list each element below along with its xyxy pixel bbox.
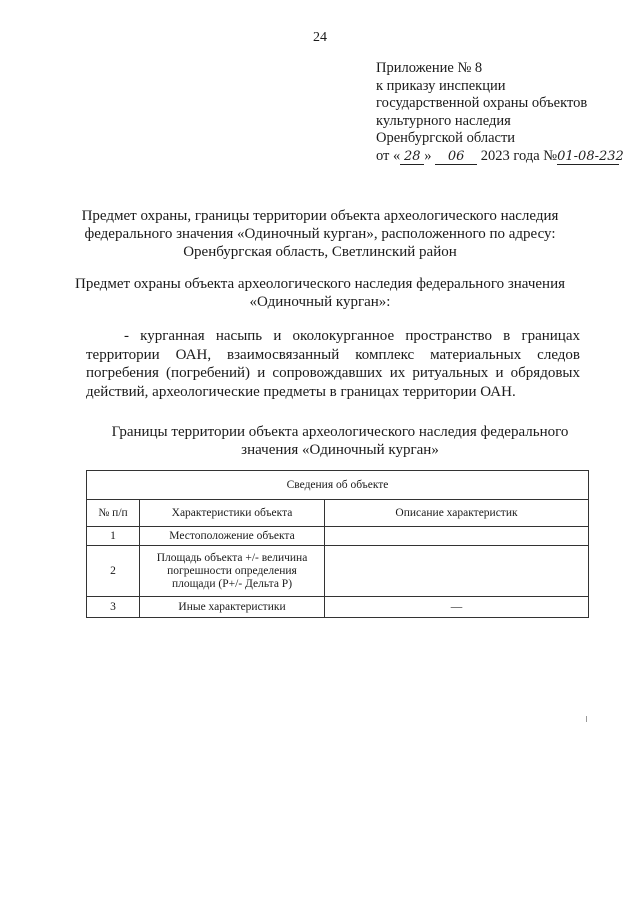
order-number: 01-08-232 bbox=[557, 148, 624, 164]
territory-bounds-heading bbox=[90, 423, 590, 459]
order-date-line bbox=[376, 147, 624, 166]
appendix-line: культурного наследия bbox=[376, 112, 511, 129]
table-row bbox=[87, 597, 589, 618]
order-day: 28 bbox=[400, 150, 424, 165]
heading-line: федерального значения «Одиночный курган», расположенного по адресу: bbox=[84, 226, 556, 242]
protection-subject-heading bbox=[60, 275, 580, 311]
row-characteristic: Местоположение объекта bbox=[140, 527, 325, 546]
appendix-line: Приложение № 8 bbox=[376, 60, 483, 76]
row-description bbox=[325, 546, 589, 597]
date-prefix: от « bbox=[376, 147, 401, 164]
row-number: 1 bbox=[87, 527, 140, 546]
appendix-line: Оренбургской области bbox=[376, 130, 516, 146]
row-characteristic: Иные характеристики bbox=[140, 597, 325, 618]
table-caption: Сведения об объекте bbox=[87, 471, 589, 500]
column-header-characteristic: Характеристики объекта bbox=[140, 500, 325, 527]
heading-line: Предмет охраны, границы территории объекта археологического наследия bbox=[81, 208, 559, 224]
column-header-number: № п/п bbox=[87, 500, 140, 527]
page-number: 24 bbox=[313, 30, 327, 45]
row-description bbox=[325, 527, 589, 546]
scan-mark bbox=[586, 716, 587, 722]
appendix-block bbox=[376, 60, 624, 165]
object-info-table bbox=[86, 470, 589, 618]
row-characteristic: Площадь объекта +/- величина погрешности определения площади (Р+/- Дельта Р) bbox=[140, 546, 325, 597]
protection-subject-text: - курганная насыпь и околокурганное пространство в границах территории ОАН, взаимосвязанный комплекс материальных следов погребения (погребений) и сопровождавших их ритуальных и обрядовых действий, археологические предметы в границах территории ОАН. bbox=[86, 328, 580, 400]
document-heading bbox=[60, 207, 580, 261]
appendix-line: государственной охраны объектов bbox=[376, 95, 588, 111]
heading-line: Границы территории объекта археологического наследия федерального bbox=[111, 424, 569, 440]
heading-line: «Одиночный курган»: bbox=[249, 294, 391, 310]
row-number: 3 bbox=[87, 597, 140, 618]
order-month: 06 bbox=[435, 150, 477, 165]
heading-line: Предмет охраны объекта археологического наследия федерального значения bbox=[74, 276, 566, 292]
table-row bbox=[87, 546, 589, 597]
row-number: 2 bbox=[87, 546, 140, 597]
column-header-description: Описание характеристик bbox=[325, 500, 589, 527]
table-row bbox=[87, 527, 589, 546]
heading-line: значения «Одиночный курган» bbox=[241, 442, 439, 458]
order-year-text: 2023 года № bbox=[480, 147, 558, 164]
date-quote-close: » bbox=[424, 147, 432, 164]
heading-line: Оренбургская область, Светлинский район bbox=[183, 244, 457, 260]
appendix-line: к приказу инспекции bbox=[376, 77, 506, 94]
row-description: — bbox=[325, 597, 589, 618]
